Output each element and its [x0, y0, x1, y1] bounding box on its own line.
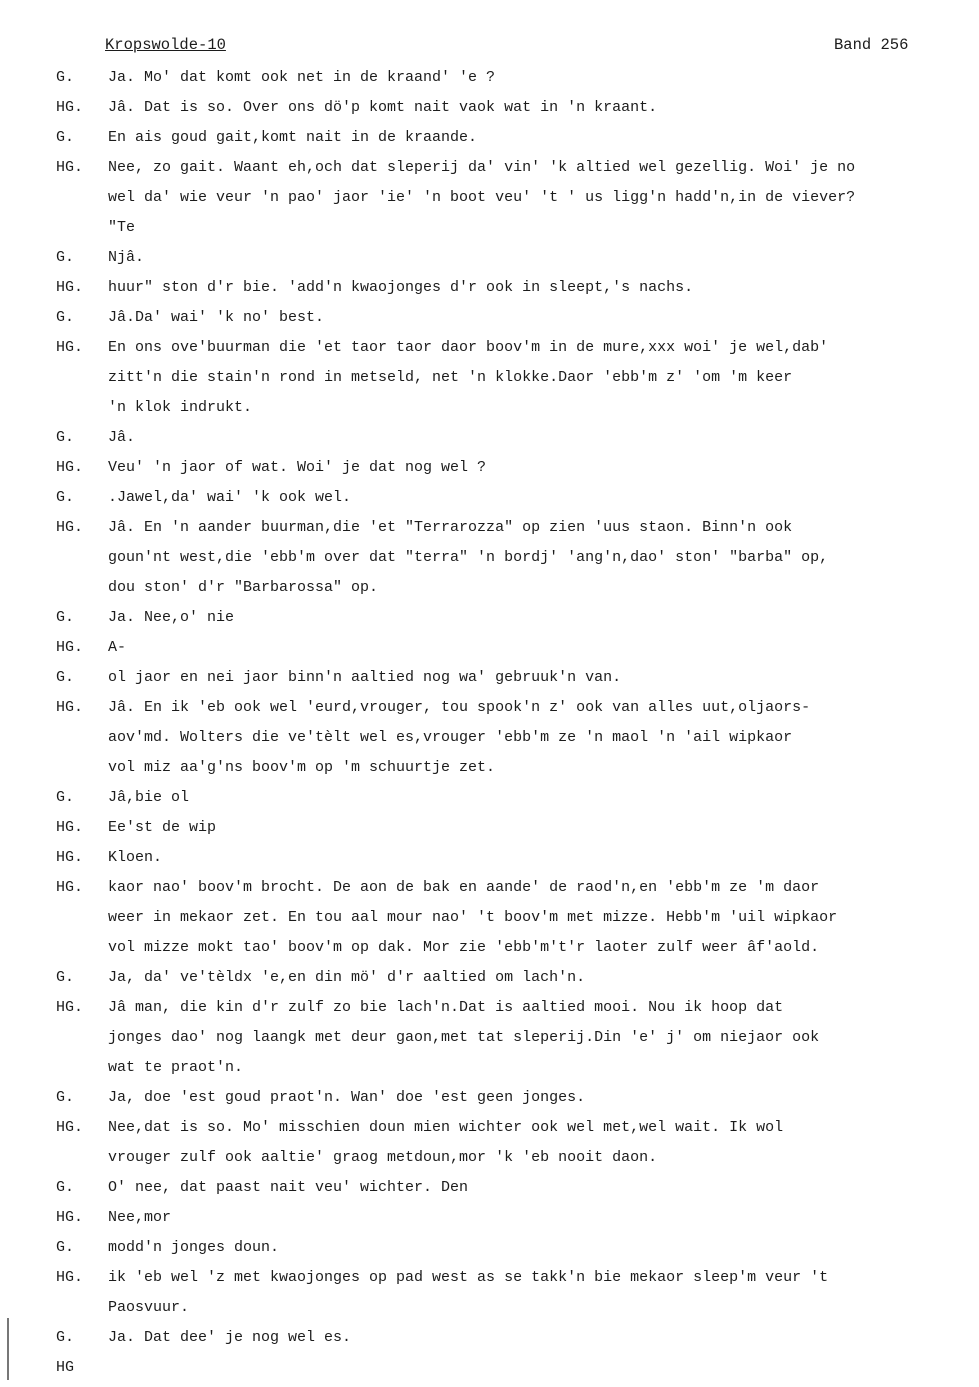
utterance-line: kaor nao' boov'm brocht. De aon de bak en aande' de raod'n,en 'ebb'm ze 'm daor — [108, 879, 820, 896]
speaker-label: HG — [56, 1359, 75, 1376]
utterance-line: Jâ. En ik 'eb ook wel 'eurd,vrouger, tou spook'n z' ook van alles uut,oljaors- — [108, 699, 811, 716]
transcript-turn — [0, 1173, 979, 1203]
transcript-turn — [0, 843, 979, 873]
utterance — [108, 1353, 979, 1383]
utterance-line: Jâ. En 'n aander buurman,die 'et "Terrarozza" op zien 'uus staon. Binn'n ook — [108, 519, 793, 536]
speaker-label: HG. — [56, 1119, 84, 1136]
utterance — [108, 663, 979, 693]
utterance-line: A- — [108, 639, 127, 656]
speaker-label: HG. — [56, 459, 84, 476]
utterance-line: wel da' wie veur 'n pao' jaor 'ie' 'n boot veu' 't ' us ligg'n hadd'n,in de viever? — [108, 189, 856, 206]
utterance — [108, 1113, 979, 1173]
utterance — [108, 843, 979, 873]
utterance-line: .Jawel,da' wai' 'k ook wel. — [108, 489, 352, 506]
speaker-label: G. — [56, 249, 75, 266]
utterance-line: dou ston' d'r "Barbarossa" op. — [108, 579, 379, 596]
utterance-line: Ee'st de wip — [108, 819, 217, 836]
transcript-turn — [0, 663, 979, 693]
utterance — [108, 453, 979, 483]
utterance-line: weer in mekaor zet. En tou aal mour nao' 't boov'm met mizze. Hebb'm 'uil wipkaor — [108, 909, 838, 926]
speaker-label: G. — [56, 309, 75, 326]
utterance-line: Nee, zo gait. Waant eh,och dat sleperij da' vin' 'k altied wel gezellig. Woi' je no — [108, 159, 856, 176]
utterance-line: Jâ man, die kin d'r zulf zo bie lach'n.Dat is aaltied mooi. Nou ik hoop dat — [108, 999, 784, 1016]
utterance — [108, 1323, 979, 1353]
speaker-label: HG. — [56, 99, 84, 116]
utterance-line: En ons ove'buurman die 'et taor taor daor boov'm in de mure,xxx woi' je wel,dab' — [108, 339, 829, 356]
utterance-line: Nee,dat is so. Mo' misschien doun mien wichter ook wel met,wel wait. Ik wol — [108, 1119, 784, 1136]
utterance-line: Ja. Mo' dat komt ook net in de kraand' 'e ? — [108, 69, 496, 86]
speaker-label: HG. — [56, 1269, 84, 1286]
transcript-turn — [0, 1263, 979, 1323]
utterance — [108, 1263, 979, 1323]
utterance-line: "Te — [108, 219, 136, 236]
utterance-line: Nee,mor — [108, 1209, 172, 1226]
utterance-line: Jâ.Da' wai' 'k no' best. — [108, 309, 325, 326]
transcript-turn — [0, 303, 979, 333]
utterance-line: aov'md. Wolters die ve'tèlt wel es,vrouger 'ebb'm ze 'n maol 'n 'ail wipkaor — [108, 729, 793, 746]
utterance — [108, 1203, 979, 1233]
speaker-label: HG. — [56, 519, 84, 536]
utterance-line: Paosvuur. — [108, 1299, 190, 1316]
utterance — [108, 63, 979, 93]
transcript-turn — [0, 63, 979, 93]
speaker-label: G. — [56, 669, 75, 686]
speaker-label: G. — [56, 1179, 75, 1196]
transcript-turn — [0, 93, 979, 123]
transcript-turn — [0, 273, 979, 303]
utterance-line: O' nee, dat paast nait veu' wichter. Den — [108, 1179, 469, 1196]
utterance — [108, 1233, 979, 1263]
transcript-turn — [0, 1113, 979, 1173]
transcript-turn — [0, 243, 979, 273]
utterance — [108, 993, 979, 1083]
utterance-line: Ja. Dat dee' je nog wel es. — [108, 1329, 352, 1346]
transcript-turn — [0, 123, 979, 153]
speaker-label: G. — [56, 969, 75, 986]
utterance-line: huur" ston d'r bie. 'add'n kwaojonges d'r ook in sleept,'s nachs. — [108, 279, 694, 296]
transcript-turn — [0, 153, 979, 243]
utterance — [108, 963, 979, 993]
utterance-line: Veu' 'n jaor of wat. Woi' je dat nog wel ? — [108, 459, 487, 476]
utterance — [108, 273, 979, 303]
speaker-label: HG. — [56, 639, 84, 656]
utterance — [108, 603, 979, 633]
transcript-turn — [0, 693, 979, 783]
transcript-turn — [0, 603, 979, 633]
speaker-label: HG. — [56, 849, 84, 866]
transcript-turn — [0, 1353, 979, 1383]
utterance-line: Ja, da' ve'tèldx 'e,en din mö' d'r aaltied om lach'n. — [108, 969, 586, 986]
transcript-turn — [0, 333, 979, 423]
utterance — [108, 483, 979, 513]
speaker-label: G. — [56, 489, 75, 506]
speaker-label: G. — [56, 69, 75, 86]
speaker-label: G. — [56, 1329, 75, 1346]
speaker-label: G. — [56, 1089, 75, 1106]
speaker-label: G. — [56, 789, 75, 806]
utterance-line: Ja. Nee,o' nie — [108, 609, 235, 626]
utterance-line: ik 'eb wel 'z met kwaojonges op pad west as se takk'n bie mekaor sleep'm veur 't — [108, 1269, 829, 1286]
utterance-line: Ja, doe 'est goud praot'n. Wan' doe 'est geen jonges. — [108, 1089, 586, 1106]
utterance — [108, 153, 979, 243]
utterance — [108, 423, 979, 453]
utterance — [108, 243, 979, 273]
transcript-turn — [0, 873, 979, 963]
utterance-line: Jâ. Dat is so. Over ons dö'p komt nait vaok wat in 'n kraant. — [108, 99, 658, 116]
utterance — [108, 123, 979, 153]
utterance — [108, 333, 979, 423]
transcript-turn — [0, 483, 979, 513]
speaker-label: HG. — [56, 339, 84, 356]
speaker-label: HG. — [56, 159, 84, 176]
speaker-label: HG. — [56, 1209, 84, 1226]
utterance — [108, 873, 979, 963]
utterance-line: vrouger zulf ook aaltie' graog metdoun,mor 'k 'eb nooit daon. — [108, 1149, 658, 1166]
utterance-line: modd'n jonges doun. — [108, 1239, 280, 1256]
utterance-line: goun'nt west,die 'ebb'm over dat "terra" 'n bordj' 'ang'n,dao' ston' "barba" op, — [108, 549, 829, 566]
utterance-line: vol mizze mokt tao' boov'm op dak. Mor zie 'ebb'm't'r laoter zulf weer âf'aold. — [108, 939, 820, 956]
utterance — [108, 693, 979, 783]
utterance-line: jonges dao' nog laangk met deur gaon,met tat sleperij.Din 'e' j' om niejaor ook — [108, 1029, 820, 1046]
utterance-line: vol miz aa'g'ns boov'm op 'm schuurtje zet. — [108, 759, 496, 776]
speaker-label: G. — [56, 609, 75, 626]
speaker-label: G. — [56, 129, 75, 146]
transcript — [0, 63, 979, 1383]
utterance — [108, 813, 979, 843]
transcript-turn — [0, 1233, 979, 1263]
speaker-label: HG. — [56, 699, 84, 716]
utterance — [108, 513, 979, 603]
utterance — [108, 303, 979, 333]
tape-number: Band 256 — [834, 36, 909, 54]
transcript-turn — [0, 423, 979, 453]
transcript-turn — [0, 1083, 979, 1113]
margin-line — [7, 1318, 9, 1380]
speaker-label: HG. — [56, 279, 84, 296]
utterance-line: zitt'n die stain'n rond in metseld, net 'n klokke.Daor 'ebb'm z' 'om 'm keer — [108, 369, 793, 386]
utterance-line: Jâ. — [108, 429, 136, 446]
utterance — [108, 93, 979, 123]
utterance-line: Jâ,bie ol — [108, 789, 190, 806]
transcript-turn — [0, 1203, 979, 1233]
transcript-turn — [0, 633, 979, 663]
transcript-turn — [0, 1323, 979, 1353]
utterance-line: 'n klok indrukt. — [108, 399, 253, 416]
utterance — [108, 633, 979, 663]
utterance — [108, 1173, 979, 1203]
speaker-label: G. — [56, 1239, 75, 1256]
transcript-turn — [0, 813, 979, 843]
utterance-line: Kloen. — [108, 849, 163, 866]
transcript-turn — [0, 783, 979, 813]
utterance-line: wat te praot'n. — [108, 1059, 244, 1076]
utterance-line: ol jaor en nei jaor binn'n aaltied nog wa' gebruuk'n van. — [108, 669, 622, 686]
utterance-line: En ais goud gait,komt nait in de kraande. — [108, 129, 478, 146]
speaker-label: G. — [56, 429, 75, 446]
utterance-line: Njâ. — [108, 249, 145, 266]
transcript-turn — [0, 453, 979, 483]
utterance — [108, 1083, 979, 1113]
utterance — [108, 783, 979, 813]
transcript-turn — [0, 993, 979, 1083]
transcript-turn — [0, 513, 979, 603]
speaker-label: HG. — [56, 879, 84, 896]
utterance-line — [108, 1353, 979, 1383]
speaker-label: HG. — [56, 819, 84, 836]
speaker-label: HG. — [56, 999, 84, 1016]
transcript-turn — [0, 963, 979, 993]
document-title: Kropswolde-10 — [105, 36, 226, 54]
